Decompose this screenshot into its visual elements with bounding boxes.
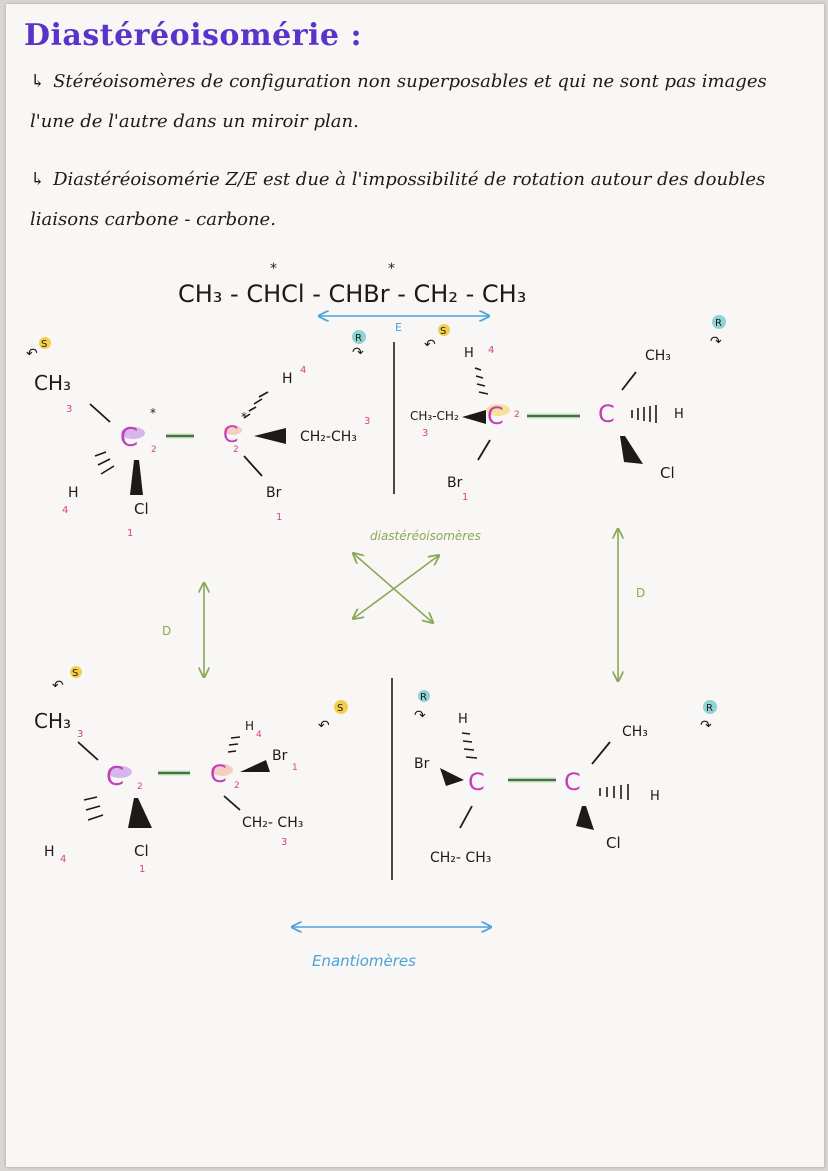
molecule-bottom-left bbox=[34, 666, 348, 875]
sub-arrow-icon: ↳ bbox=[30, 169, 46, 190]
svg-text:4: 4 bbox=[256, 730, 262, 740]
svg-text:R: R bbox=[715, 318, 722, 329]
definition-text: Stéréoisomères de configuration non superposables et qui ne sont pas images l'une de l'autre dans un miroir plan. bbox=[30, 71, 767, 132]
svg-text:1: 1 bbox=[276, 512, 283, 523]
svg-text:H: H bbox=[464, 346, 474, 361]
svg-text:R: R bbox=[420, 692, 427, 703]
svg-text:R: R bbox=[355, 333, 362, 344]
svg-text:3: 3 bbox=[422, 428, 429, 439]
svg-text:2: 2 bbox=[514, 410, 520, 420]
diastereo-label: diastéréoisomères bbox=[370, 529, 481, 543]
carbon-atom: C bbox=[106, 762, 125, 792]
chiral-star: * bbox=[388, 261, 395, 277]
svg-text:CH₃: CH₃ bbox=[622, 724, 648, 740]
svg-text:3: 3 bbox=[77, 729, 84, 740]
svg-text:4: 4 bbox=[300, 365, 307, 376]
svg-text:3: 3 bbox=[66, 404, 73, 415]
svg-text:4: 4 bbox=[62, 505, 69, 516]
svg-text:2: 2 bbox=[233, 445, 239, 455]
svg-text:CH₃-CH₂: CH₃-CH₂ bbox=[410, 409, 459, 423]
svg-text:2: 2 bbox=[137, 782, 143, 792]
rotation-arrow-icon: ↶ bbox=[26, 346, 38, 362]
svg-text:Br: Br bbox=[447, 475, 463, 491]
carbon-atom: C bbox=[223, 423, 239, 448]
svg-text:Cl: Cl bbox=[606, 834, 621, 852]
svg-text:H: H bbox=[245, 719, 255, 733]
svg-text:H: H bbox=[68, 485, 79, 501]
rotation-arrow-icon: ↷ bbox=[710, 334, 722, 350]
svg-text:S: S bbox=[440, 326, 447, 337]
rotation-arrow-icon: ↶ bbox=[318, 718, 330, 734]
carbon-atom: C bbox=[468, 768, 485, 796]
carbon-atom: C bbox=[564, 768, 581, 796]
svg-text:R: R bbox=[706, 703, 713, 714]
svg-text:1: 1 bbox=[292, 763, 298, 773]
svg-text:H: H bbox=[44, 844, 55, 860]
svg-text:Br: Br bbox=[266, 485, 282, 501]
page-title: Diastéréoisomérie : bbox=[24, 18, 363, 53]
rotation-arrow-icon: ↶ bbox=[52, 678, 64, 694]
rotation-arrow-icon: ↷ bbox=[700, 718, 712, 734]
svg-text:3: 3 bbox=[364, 416, 371, 427]
svg-text:2: 2 bbox=[234, 781, 240, 791]
d-label-left: D bbox=[162, 624, 172, 638]
sub-arrow-icon: ↳ bbox=[30, 71, 46, 92]
carbon-atom: C bbox=[598, 400, 615, 428]
svg-text:H: H bbox=[650, 789, 660, 804]
molecule-top-left bbox=[26, 330, 370, 539]
diastereo-cross-1 bbox=[354, 554, 432, 622]
e-label: E bbox=[395, 321, 402, 334]
svg-text:S: S bbox=[72, 668, 79, 679]
rotation-arrow-icon: ↷ bbox=[414, 708, 426, 724]
svg-text:Cl: Cl bbox=[134, 842, 149, 860]
svg-text:*: * bbox=[241, 410, 247, 424]
svg-text:H: H bbox=[458, 712, 468, 727]
carbon-atom: C bbox=[487, 402, 504, 430]
carbon-atom: C bbox=[210, 760, 227, 788]
d-label-right: D bbox=[636, 586, 646, 600]
svg-text:CH₂- CH₃: CH₂- CH₃ bbox=[242, 815, 304, 831]
svg-text:S: S bbox=[337, 703, 344, 714]
svg-text:CH₃: CH₃ bbox=[34, 371, 72, 395]
molecule-top-right bbox=[410, 315, 726, 503]
molecule-bottom-right bbox=[414, 690, 717, 866]
svg-text:4: 4 bbox=[60, 854, 67, 865]
carbon-atom: C bbox=[120, 423, 139, 453]
svg-text:1: 1 bbox=[127, 528, 134, 539]
svg-text:CH₃: CH₃ bbox=[645, 348, 671, 364]
svg-text:*: * bbox=[150, 406, 156, 420]
svg-text:Br: Br bbox=[414, 756, 430, 772]
svg-text:4: 4 bbox=[488, 345, 495, 356]
rotation-arrow-icon: ↷ bbox=[352, 345, 364, 361]
svg-text:S: S bbox=[41, 339, 48, 350]
ze-text: Diastéréoisomérie Z/E est due à l'impossibilité de rotation autour des doubles liaisons carbone - carbone. bbox=[30, 169, 766, 230]
svg-text:1: 1 bbox=[139, 864, 146, 875]
svg-text:CH₂- CH₃: CH₂- CH₃ bbox=[430, 850, 492, 866]
svg-text:Cl: Cl bbox=[660, 464, 675, 482]
svg-text:Cl: Cl bbox=[134, 500, 149, 518]
chiral-star: * bbox=[270, 261, 277, 277]
rotation-arrow-icon: ↶ bbox=[424, 337, 436, 353]
svg-text:CH₂-CH₃: CH₂-CH₃ bbox=[300, 429, 357, 445]
svg-text:2: 2 bbox=[151, 445, 157, 455]
svg-text:Br: Br bbox=[272, 748, 288, 764]
svg-text:1: 1 bbox=[462, 492, 469, 503]
svg-text:H: H bbox=[282, 371, 293, 387]
svg-text:3: 3 bbox=[281, 837, 288, 848]
svg-text:CH₃: CH₃ bbox=[34, 709, 72, 733]
molecule-formula: CH₃ - CHCl - CHBr - CH₂ - CH₃ bbox=[178, 280, 527, 308]
enantio-label: Enantiomères bbox=[312, 952, 416, 970]
svg-text:H: H bbox=[674, 407, 684, 422]
